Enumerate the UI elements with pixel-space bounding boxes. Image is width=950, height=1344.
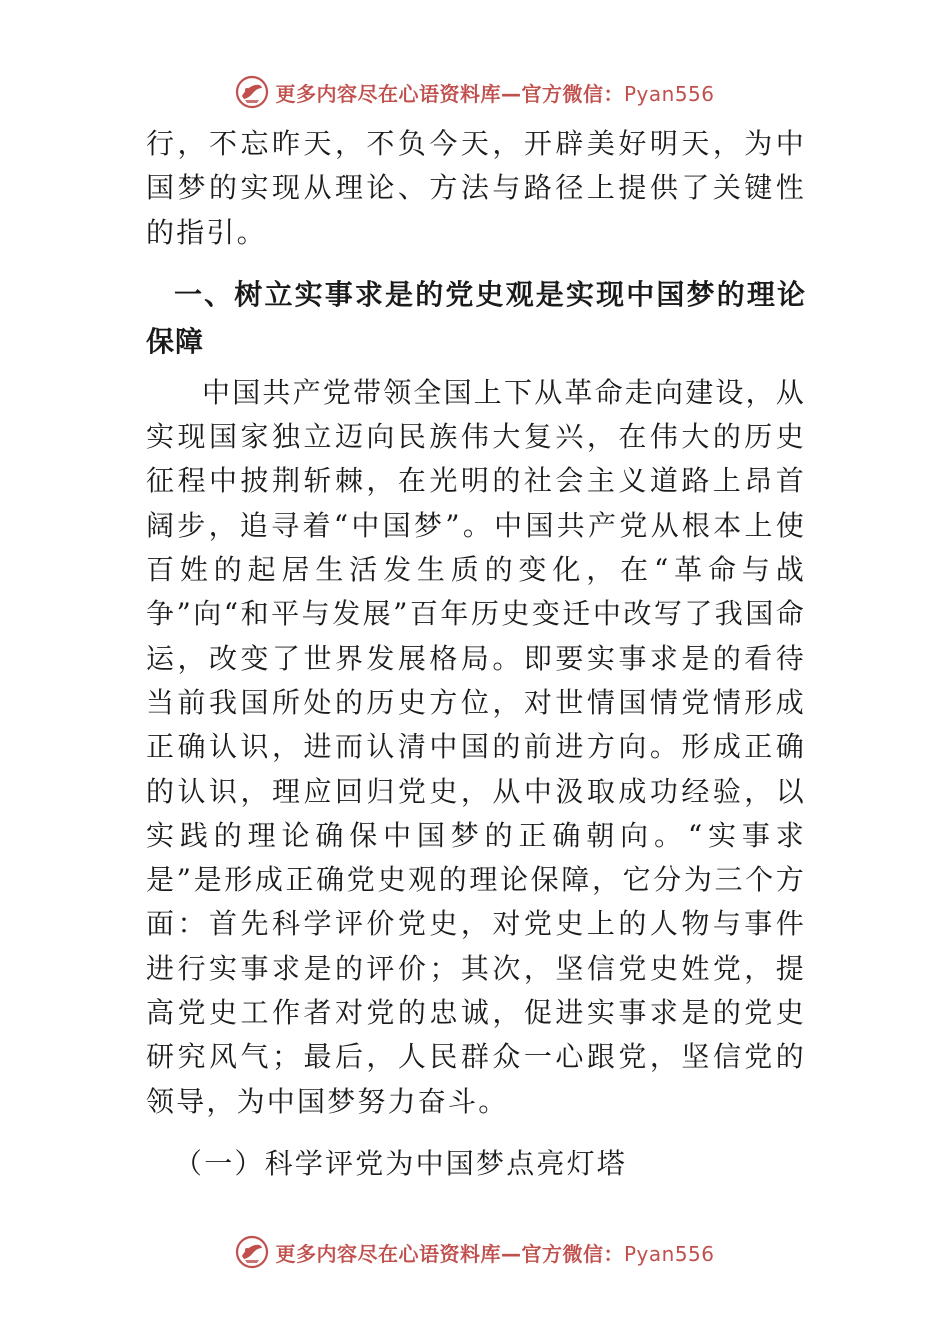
- watermark-wechat-id: Pyan556: [623, 81, 715, 106]
- book-logo-icon: [235, 75, 269, 109]
- watermark-wechat-id: Pyan556: [623, 1241, 715, 1266]
- subsection-heading: （一）科学评党为中国梦点亮灯塔: [174, 1146, 628, 1180]
- watermark-label: 更多内容尽在心语资料库—: [275, 1241, 522, 1266]
- document-body: [146, 122, 806, 1186]
- watermark-label: 更多内容尽在心语资料库—: [275, 81, 522, 106]
- watermark-official: 官方微信：: [521, 81, 624, 106]
- body-paragraph: 中国共产党带领全国上下从革命走向建设，从实现国家独立迈向民族伟大复兴，在伟大的历史征程中披荆斩棘，在光明的社会主义道路上昂首阔步，追寻着“中国梦”。中国共产党从根本上使百姓的起居生活发生质的变化，在“革命与战争”向“和平与发展”百年历史变迁中改写了我国命运，改变了世界发展格局。即要实事求是的看待当前我国所处的历史方位，对世情国情党情形成正确认识，进而认清中国的前进方向。形成正确的认识，理应回归党史，从中汲取成功经验，以实践的理论确保中国梦的正确朝向。“实事求是”是形成正确党史观的理论保障，它分为三个方面：首先科学评价党史，对党史上的人物与事件进行实事求是的评价；其次，坚信党史姓党，提高党史工作者对党的忠诚，促进实事求是的党史研究风气；最后，人民群众一心跟党，坚信党的领导，为中国梦努力奋斗。: [146, 375, 807, 1118]
- book-logo-icon: [235, 1235, 269, 1269]
- intro-paragraph: 行，不忘昨天，不负今天，开辟美好明天，为中国梦的实现从理论、方法与路径上提供了关键性的指引。: [146, 127, 806, 249]
- header-watermark: [0, 72, 950, 112]
- footer-watermark: [0, 1232, 950, 1272]
- watermark-official: 官方微信：: [521, 1241, 624, 1266]
- watermark-text: [275, 78, 714, 107]
- section-heading: 一、树立实事求是的党史观是实现中国梦的理论保障: [146, 277, 806, 358]
- watermark-text: [275, 1238, 714, 1267]
